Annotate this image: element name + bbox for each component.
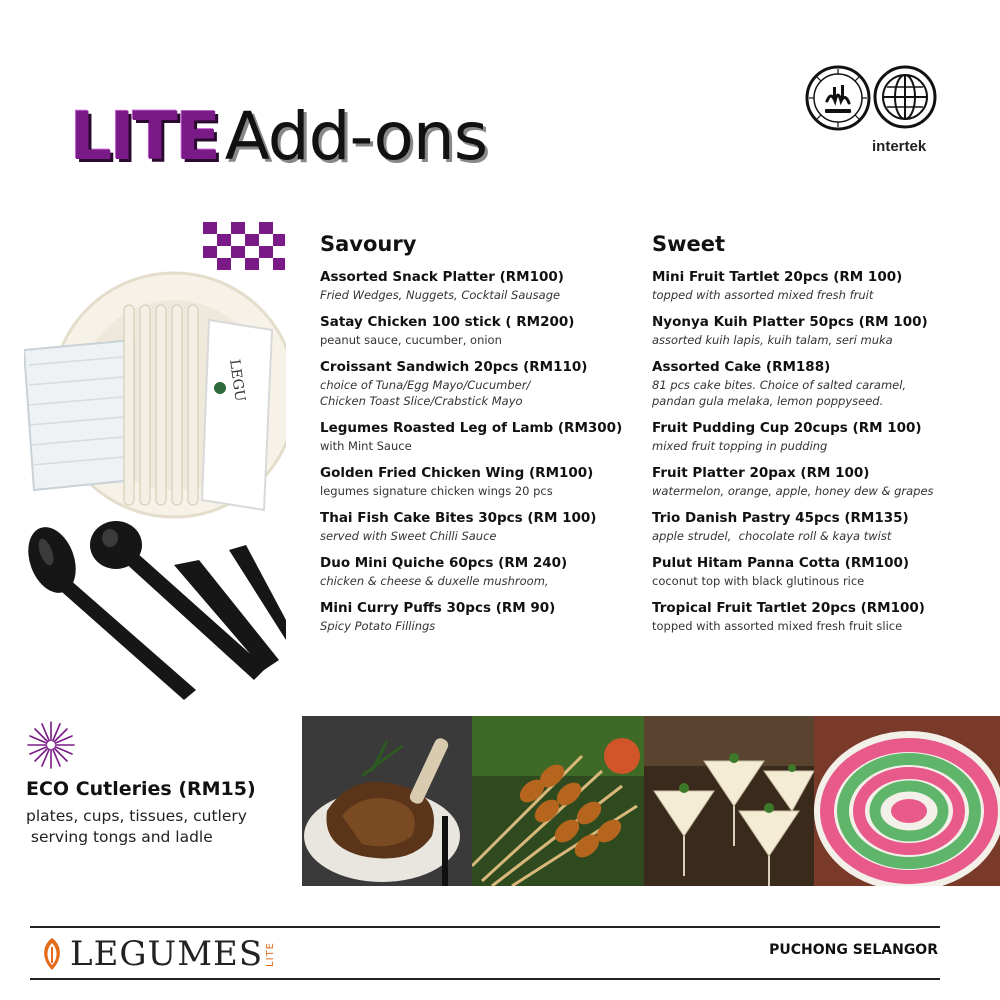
item-desc: Fried Wedges, Nuggets, Cocktail Sausage [320,288,561,302]
item-name: Legumes Roasted Leg of Lamb (RM300) [320,420,623,436]
item-desc: with Mint Sauce [320,439,412,453]
halal-logo-icon [805,65,871,131]
item-desc: topped with assorted mixed fresh fruit [652,288,874,302]
menu-item [320,419,650,454]
item-desc: coconut top with black glutinous rice [652,574,865,588]
item-desc: topped with assorted mixed fresh fruit slice [652,619,903,633]
item-desc: mixed fruit topping in pudding [652,439,828,453]
menu-item [320,358,650,409]
menu-item [320,464,650,499]
title-highlight: LITE [70,98,219,175]
item-desc: 81 pcs cake bites. Choice of salted caramel, [652,378,907,392]
legumes-leaf-icon [40,937,64,971]
sweet-heading: Sweet [652,232,726,256]
menu-item [652,509,992,544]
item-desc: apple strudel, chocolate roll & kaya twist [652,529,892,543]
sweet-menu [652,232,992,644]
menu-item [652,464,992,499]
menu-item [320,313,650,348]
savoury-heading: Savoury [320,232,417,256]
item-desc: legumes signature chicken wings 20 pcs [320,484,553,498]
brand-name: LEGUMES [70,934,264,974]
item-name: Assorted Snack Platter (RM100) [320,269,564,285]
item-name: Fruit Pudding Cup 20cups (RM 100) [652,420,922,436]
item-name: Thai Fish Cake Bites 30pcs (RM 100) [320,510,597,526]
menu-item [320,599,650,634]
eco-desc-line: plates, cups, tissues, cutlery [26,807,247,825]
svg-text:LEGU: LEGU [226,358,248,403]
page-title [70,98,487,188]
menu-item [320,554,650,589]
brand-sub: LITE [265,941,277,967]
menu-item [652,599,992,634]
item-desc: Chicken Toast Slice/Crabstick Mayo [320,394,523,408]
title-rest: Add-ons [224,98,488,175]
eco-cutleries-desc [26,806,306,848]
menu-item [320,268,650,303]
item-name: Pulut Hitam Panna Cotta (RM100) [652,555,910,571]
item-name: Mini Fruit Tartlet 20pcs (RM 100) [652,269,903,285]
item-name: Trio Danish Pastry 45pcs (RM135) [652,510,909,526]
food-photo-strip [302,716,1000,886]
menu-item [652,313,992,348]
item-name: Tropical Fruit Tartlet 20pcs (RM100) [652,600,925,616]
item-name: Mini Curry Puffs 30pcs (RM 90) [320,600,556,616]
item-name: Duo Mini Quiche 60pcs (RM 240) [320,555,568,571]
item-name: Golden Fried Chicken Wing (RM100) [320,465,594,481]
eco-cutleries-title: ECO Cutleries (RM15) [26,778,256,800]
savoury-menu [320,232,650,644]
item-desc: watermelon, orange, apple, honey dew & grapes [652,484,934,498]
kuih-photo [814,716,1000,886]
location-label: PUCHONG SELANGOR [769,942,938,958]
starburst-icon [26,720,76,770]
menu-item [652,419,992,454]
item-name: Assorted Cake (RM188) [652,359,831,375]
intertek-globe-icon [873,65,937,129]
item-name: Fruit Platter 20pax (RM 100) [652,465,870,481]
lamb-photo [302,716,472,886]
footer-divider [30,978,940,980]
item-desc: Spicy Potato Fillings [320,619,436,633]
eco-desc-line: serving tongs and ladle [26,828,213,846]
pudding-cup-photo [644,716,814,886]
eco-cutlery-photo [24,260,286,710]
item-desc: served with Sweet Chilli Sauce [320,529,497,543]
item-name: Satay Chicken 100 stick ( RM200) [320,314,575,330]
menu-item [652,554,992,589]
menu-item [652,268,992,303]
satay-photo [472,716,644,886]
item-desc: choice of Tuna/Egg Mayo/Cucumber/ [320,378,531,392]
menu-item [652,358,992,409]
intertek-label: intertek [872,138,927,155]
item-desc: pandan gula melaka, lemon poppyseed. [652,394,884,408]
item-desc: chicken & cheese & duxelle mushroom, [320,574,549,588]
item-name: Croissant Sandwich 20pcs (RM110) [320,359,588,375]
menu-item [320,509,650,544]
item-desc: peanut sauce, cucumber, onion [320,333,502,347]
brand-logo [40,932,276,976]
item-name: Nyonya Kuih Platter 50pcs (RM 100) [652,314,928,330]
footer-divider [30,926,940,928]
item-desc: assorted kuih lapis, kuih talam, seri muka [652,333,893,347]
